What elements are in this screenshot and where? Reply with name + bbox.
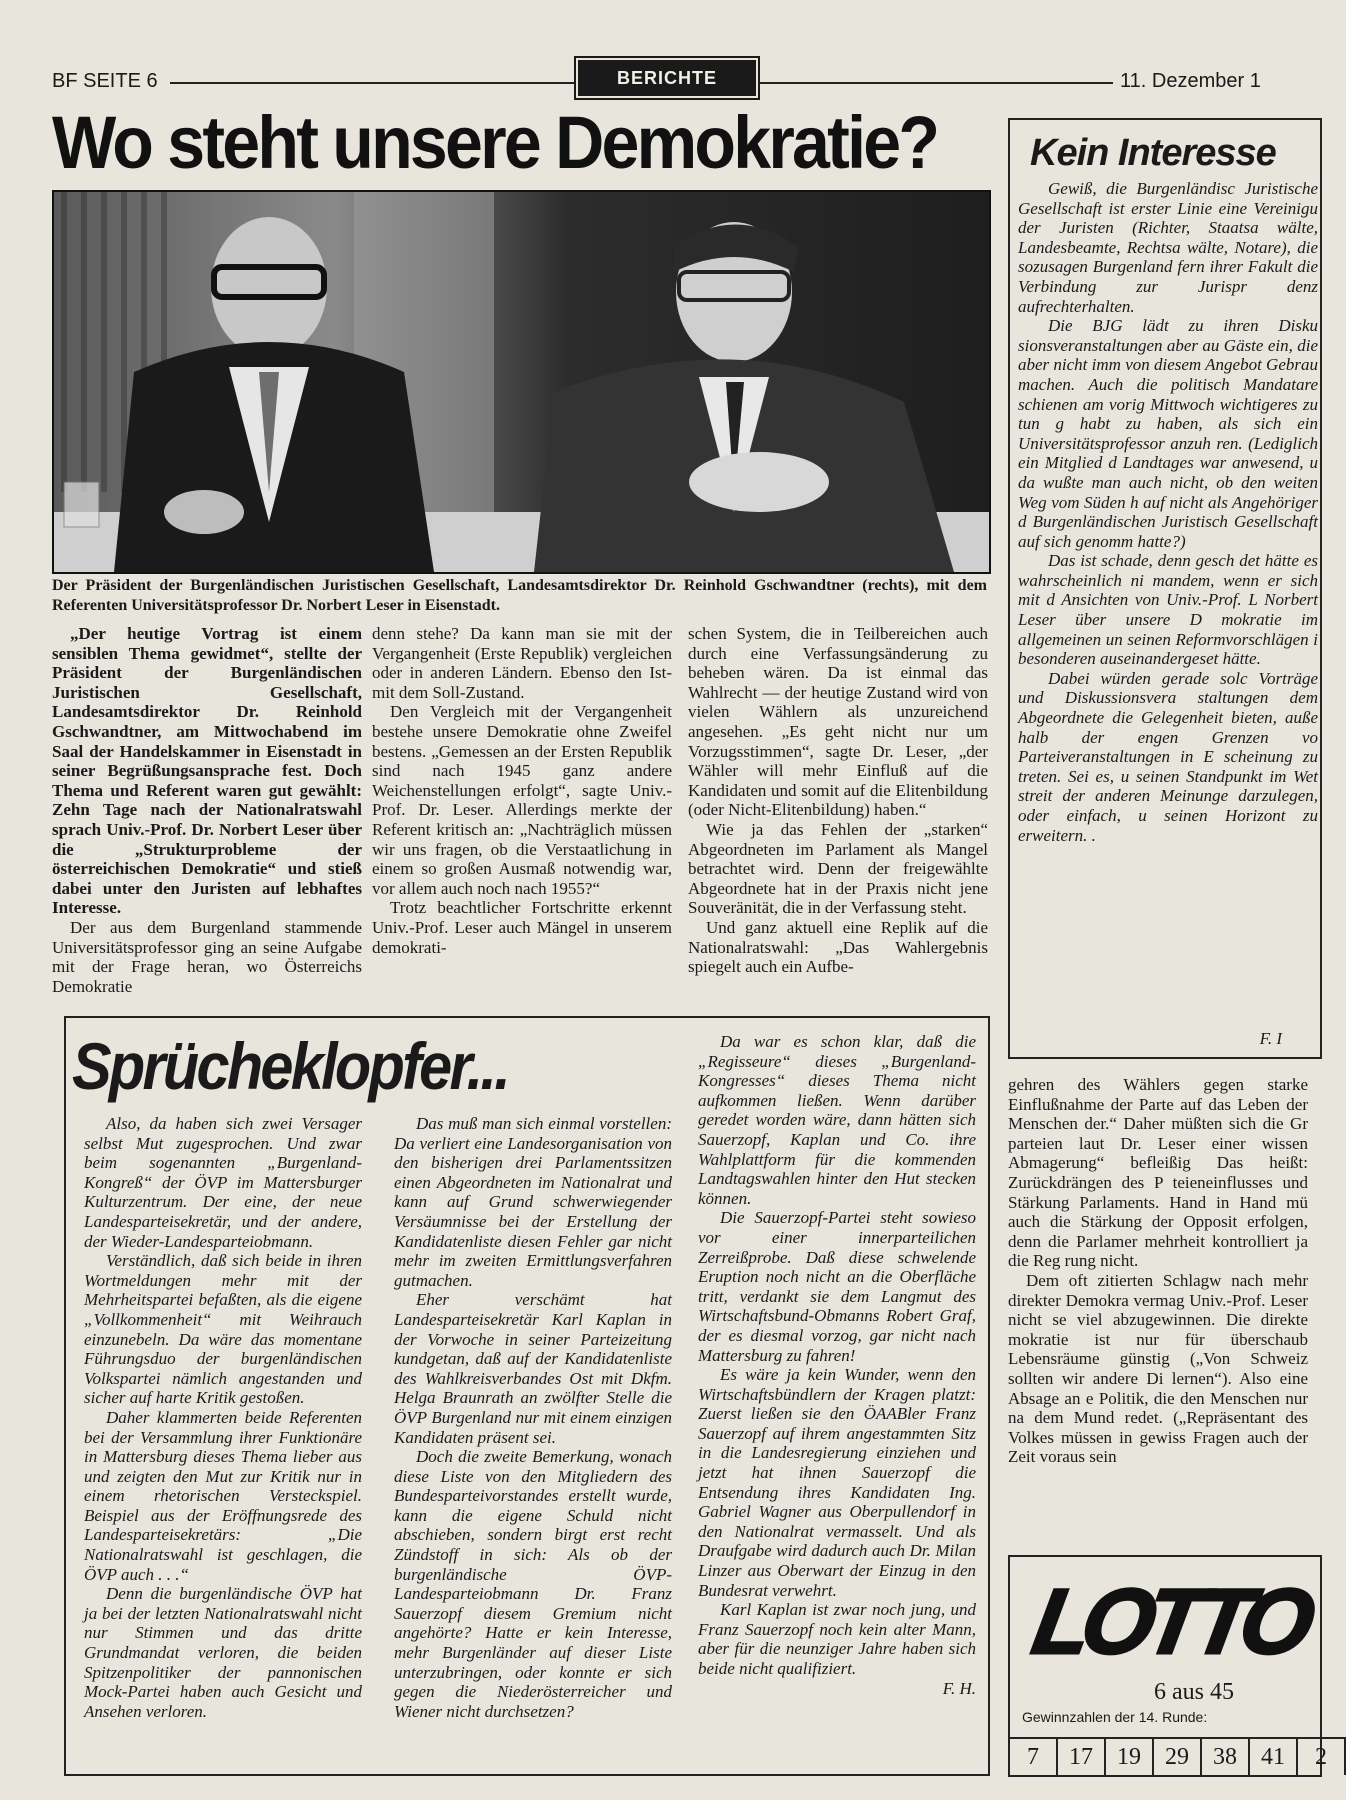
paragraph: Das ist schade, denn gesch det hätte es wahrscheinlich ni mandem, wenn er sich mit d Ansichten von Univ.-Prof. L Norbert Leser über unsere D mokratie im allgemeinen un seinen Reformvorschlägen i besonderen auseinandergeset hätte.	[1018, 551, 1318, 669]
paragraph: Verständlich, daß sich beide in ihren Wortmeldungen mehr mit der Mehrheitspartei befaßten, als die eigene „Vollkommenheit“ mit Weihrauch einzunebeln. Da wäre das momentane Führungsduo der burgenländischen Volkspartei nämlich angestanden und sicher auf harte Kritik gestoßen.	[84, 1251, 362, 1408]
lotto-number: 19	[1106, 1739, 1154, 1775]
paragraph: Und ganz aktuell eine Replik auf die Nationalratswahl: „Das Wahlergebnis spiegelt auch ein Aufbe-	[688, 917, 988, 977]
article-headline: Wo steht unsere Demokratie?	[52, 101, 938, 184]
header-rule-right	[758, 82, 1113, 84]
lotto-number: 7	[1010, 1739, 1058, 1775]
paragraph: Denn die burgenländische ÖVP hat ja bei der letzten Nationalratswahl nicht nur Stimmen und das dritte Grundmandat verloren, die beiden Spitzenpolitiker der pannonischen Mock-Partei haben auch Gesicht und Ansehen verloren.	[84, 1584, 362, 1721]
commentary-title: Sprücheklopfer...	[72, 1029, 509, 1103]
paragraph: denn stehe? Da kann man sie mit der Vergangenheit (Erste Republik) vergleichen oder in anderen Ländern. Ebenso den Ist- mit dem Soll-Zustand.	[372, 624, 672, 702]
lotto-number: 29	[1154, 1739, 1202, 1775]
photo-illustration	[54, 192, 989, 572]
lotto-game: 6 aus 45	[1154, 1679, 1234, 1705]
paragraph: Den Vergleich mit der Vergangenheit bestehe unsere Demokratie ohne Zweifel bestens. „Gemessen an der Ersten Republik sind nach 1945 ganz andere Weichenstellungen erfolgt“, sagte Univ.-Prof. Dr. Leser. Allerdings merkte der Referent kritisch an: „Nachträglich müssen wir uns fragen, ob die Verstaatlichung in einem so großen Ausmaß notwendig war, vor allem auch noch nach 1955?“	[372, 702, 672, 898]
paragraph: Die BJG lädt zu ihren Disku sionsveranstaltungen aber au Gäste ein, die aber nicht imm von diesem Angebot Gebrau machen. Auch die politisch Mandatare schienen am vorig Mittwoch wichtigeres zu tun g habt zu haben, als sich ein Universitätsprofessor anzuh ren. (Lediglich ein Mitglied d Landtages war anwesend, u da wußte man auch nicht, ob den weiten Weg vom Süden h auf nicht als Angehöriger d Burgenländischen Juristisch Gesellschaft auf sich genomm hatte?)	[1018, 316, 1318, 551]
commentary-box-spruecheklopfer	[64, 1016, 990, 1776]
paragraph: Gewiß, die Burgenländisc Juristische Gesellschaft ist erster Linie eine Vereinigu der Juristen (Richter, Staatsa wälte, Landesbeamte, Rechtsa wälte, Notare), die sozusagen Burgenland fern ihrer Fakult die Verbindung zur Jurispr denz aufrechterhalten.	[1018, 179, 1318, 316]
article-column-1	[52, 624, 362, 996]
commentary-body	[1018, 179, 1318, 845]
issue-date: 11. Dezember 1	[1120, 70, 1261, 92]
paragraph: Eher verschämt hat Landesparteisekretär Karl Kaplan in der Vorwoche in seiner Parteizeitung kundgetan, daß auf der Kandidatenliste des Wahlkreisverbandes Ost mit Dkfm. Helga Braunrath an zwölfter Stelle die ÖVP Burgenland nur mit einem einzigen Kandidaten präsent sei.	[394, 1290, 672, 1447]
commentary-title: Kein Interesse	[1030, 132, 1276, 174]
article-column-3	[688, 624, 988, 977]
paragraph: Das muß man sich einmal vorstellen: Da verliert eine Landesorganisation von den bisherigen drei Parlamentssitzen einen Abgeordneten im Nationalrat und kann auf Grund schwerwiegender Versäumnisse bei der Erstellung der Kandidatenliste diesen Fehler gar nicht mehr im zweiten Ermittlungsverfahren gutmachen.	[394, 1114, 672, 1290]
paragraph: „Der heutige Vortrag ist einem sensiblen Thema gewidmet“, stellte der Präsident der Burgenländischen Juristischen Gesellschaft, Landesamtsdirektor Dr. Reinhold Gschwandtner, am Mittwochabend im Saal der Handelskammer in Eisenstadt in seiner Begrüßungsansprache fest. Doch Thema und Referent waren gut gewählt: Zehn Tage nach der Nationalratswahl sprach Univ.-Prof. Dr. Norbert Leser über die „Strukturprobleme der österreichischen Demokratie“ und stieß dabei unter den Juristen auf lebhaftes Interesse.	[52, 624, 362, 918]
lotto-number: 2	[1298, 1739, 1346, 1775]
commentary-column-2	[394, 1114, 672, 1721]
photo-caption: Der Präsident der Burgenländischen Juristischen Gesellschaft, Landesamtsdirektor Dr. Reinhold Gschwandtner (rechts), mit dem Referenten Universitätsprofessor Dr. Norbert Leser in Eisenstadt.	[52, 577, 987, 614]
author-initials: F. I	[1259, 1029, 1282, 1048]
lotto-results-box	[1008, 1555, 1327, 1777]
paragraph: Daher klammerten beide Referenten bei der Versammlung ihrer Funktionäre in Mattersburg dieses Thema lieber aus und zeigten den Mut zur Kritik nur in einem rhetorischen Versteckspiel. Beispiel aus der Eröffnungsrede des Landesparteisekretärs: „Die Nationalratswahl ist geschlagen, die ÖVP auch . . .“	[84, 1407, 362, 1584]
paragraph: gehren des Wählers gegen starke Einflußnahme der Parte auf das Leben der Menschen der.“ Daher müßten sich die Gr parteien laut Dr. Leser einer wissen Abmagerung“ befleißig Das heißt: Zurückdrängen des P teieneinflusses und Stärkung Parlaments. Hand in Hand mü auch die Stärkung der Opposit erfolgen, denn die Parlamer mehrheit kontrolliert ja die Reg rung nicht.	[1008, 1075, 1308, 1271]
commentary-column-1	[84, 1114, 362, 1721]
commentary-box-kein-interesse	[1008, 118, 1322, 1059]
lotto-number: 41	[1250, 1739, 1298, 1775]
header-rule-left	[170, 82, 575, 84]
page-label: BF SEITE 6	[52, 70, 158, 92]
paragraph: Es wäre ja kein Wunder, wenn den Wirtschaftsbündlern der Kragen platzt: Zuerst ließen sie den ÖAABler Franz Sauerzopf auf ihrem angestammten Sitz in die Landesregierung einziehen und jetzt hat ihnen Sauerzopf die Entsendung ihres Kandidaten Ing. Gabriel Wagner aus Oberpullendorf in den Nationalrat vermasselt. Und als Draufgabe wird dadurch auch Dr. Milan Linzer aus Oberwart der Einzug in den Bundesrat verwehrt.	[698, 1365, 976, 1600]
author-initials: F. H.	[942, 1678, 976, 1698]
lotto-round-label: Gewinnzahlen der 14. Runde:	[1022, 1709, 1208, 1725]
paragraph: Der aus dem Burgenland stammende Universitätsprofessor ging an seine Aufgabe mit der Frage heran, wo Österreichs Demokratie	[52, 917, 362, 996]
lotto-logo	[1026, 1569, 1315, 1673]
section-label: BERICHTE	[616, 68, 717, 88]
paragraph: Karl Kaplan ist zwar noch jung, und Franz Sauerzopf noch kein alter Mann, aber für die neunziger Jahre haben sich beide nicht qualifiziert.	[698, 1600, 976, 1678]
paragraph: schen System, die in Teilbereichen auch durch eine Verfassungsänderung zu beheben wären. Da ist einmal das Wahlrecht — der heutige Zustand wird von vielen Wählern als unzureichend angesehen. „Es geht nicht nur um Vorzugsstimmen“, sagte Dr. Leser, „der Wähler will mehr Einfluß auf die Kandidaten und somit auf die Elitenbildung (oder Nicht-Elitenbildung) haben.“	[688, 624, 988, 820]
paragraph: Dem oft zitierten Schlagw nach mehr direkter Demokra vermag Univ.-Prof. Leser nicht se viel abzugewinnen. Die direkte mokratie ist nur für überschaub Lebensräume günstig („Von Schweiz sollten wir andere Di lernen“). Also eine Absage an e Politik, die den Menschen nur na dem Mund redet. („Repräsentant des Volkes müssen in gewiss Fragen auch der Zeit voraus sein	[1008, 1270, 1308, 1467]
paragraph: Wie ja das Fehlen der „starken“ Abgeordneten im Parlament als Mangel betrachtet wird. Denn der freigewählte Abgeordnete hat in der Praxis nicht jene Souveränität, die in der Verfassung steht.	[688, 819, 988, 918]
article-column-2	[372, 624, 672, 957]
lotto-numbers	[1010, 1737, 1346, 1775]
article-photo	[52, 190, 991, 574]
paragraph: Also, da haben sich zwei Versager selbst Mut zugesprochen. Und zwar beim sogenannten „Burgenland-Kongreß“ der ÖVP im Mattersburger Kulturzentrum. Der eine, der neue Landesparteisekretär, und der andere, der Wieder-Landesparteiobmann.	[84, 1114, 362, 1251]
paragraph: Doch die zweite Bemerkung, wonach diese Liste von den Mitgliedern des Bundesparteivorstandes erstellt wurde, kann die eigene Schuld nicht abschieben, sondern birgt erst recht Zündstoff in sich: Als ob der burgenländische ÖVP-Landesparteiobmann Dr. Franz Sauerzopf diesem Gremium nicht angehörte? Hatte er kein Interesse, mehr Burgenländer auf dieser Liste unterzubringen, oder konnte er sich gegen die Niederösterreicher und Wiener nicht durchsetzen?	[394, 1447, 672, 1721]
paragraph: Da war es schon klar, daß die „Regisseure“ dieses „Burgenland-Kongresses“ dieses Thema nicht aufkommen ließen. Wenn darüber geredet worden wäre, dann hätten sich Sauerzopf, Kaplan und Co. ihre Wahlplattform für die kommenden Landtagswahlen hinter den Hut stecken können.	[698, 1032, 976, 1208]
lotto-number: 38	[1202, 1739, 1250, 1775]
section-badge	[578, 60, 756, 96]
article-continuation-column	[1008, 1075, 1308, 1467]
lotto-logo-text: LOTTO	[1026, 1569, 1315, 1673]
paragraph: Die Sauerzopf-Partei steht sowieso vor einer innerparteilichen Zerreißprobe. Daß diese schwelende Eruption noch nicht an die Oberfläche tritt, verdankt sie dem Langmut des Wirtschaftsbund-Obmanns Robert Graf, der es diesmal vorzog, gar nicht nach Mattersburg zu fahren!	[698, 1208, 976, 1365]
commentary-column-3	[698, 1032, 976, 1698]
paragraph: Trotz beachtlicher Fortschritte erkennt Univ.-Prof. Leser auch Mängel in unserem demokrati-	[372, 898, 672, 957]
lotto-number: 17	[1058, 1739, 1106, 1775]
paragraph: Dabei würden gerade solc Vorträge und Diskussionsvera staltungen dem Abgeordnete die Gelegenheit bieten, auße halb der engen Grenzen vo Parteiveranstaltungen in E scheinung zu treten. Sei es, u seinen Standpunkt im Wet streit der anderen Meinunge darzulegen, oder einfach, u seinen Horizont zu erweitern. .	[1018, 668, 1318, 845]
